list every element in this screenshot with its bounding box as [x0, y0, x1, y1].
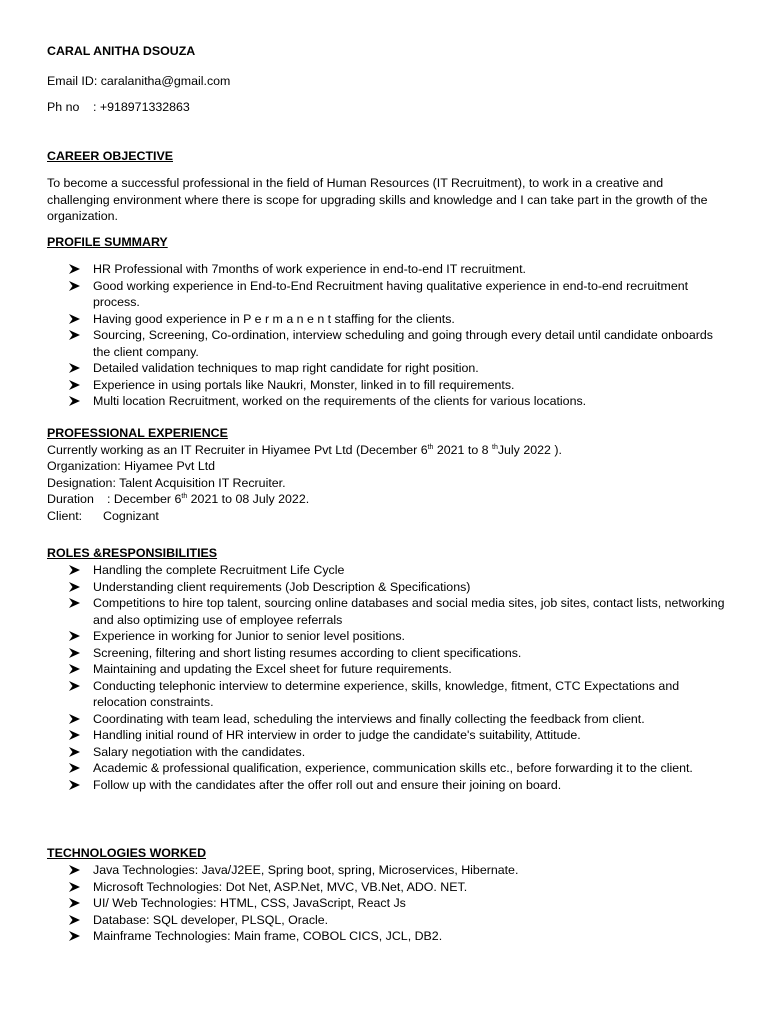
- list-item: Academic & professional qualification, experience, communication skills etc., before forwarding it to the client.: [47, 760, 727, 777]
- arrow-bullet-icon: [69, 744, 83, 760]
- career-objective-heading: CAREER OBJECTIVE: [47, 149, 173, 163]
- list-item: UI/ Web Technologies: HTML, CSS, JavaScript, React Js: [47, 895, 727, 912]
- list-item: Having good experience in P e r m a n e n t staffing for the clients.: [47, 311, 727, 328]
- phone-line: [47, 100, 190, 114]
- profile-summary-heading: PROFILE SUMMARY: [47, 235, 168, 249]
- arrow-bullet-icon: [69, 777, 83, 793]
- designation-line: Designation: Talent Acquisition IT Recruiter.: [47, 476, 286, 490]
- list-item: HR Professional with 7months of work experience in end-to-end IT recruitment.: [47, 261, 727, 278]
- roles-list: [47, 562, 727, 793]
- arrow-bullet-icon: [69, 895, 83, 911]
- arrow-bullet-icon: [69, 711, 83, 727]
- list-item: Detailed validation techniques to map right candidate for right position.: [47, 360, 727, 377]
- arrow-bullet-icon: [69, 377, 83, 393]
- list-item: Microsoft Technologies: Dot Net, ASP.Net, MVC, VB.Net, ADO. NET.: [47, 879, 727, 896]
- arrow-bullet-icon: [69, 628, 83, 644]
- arrow-bullet-icon: [69, 760, 83, 776]
- phone-label: Ph no: [47, 100, 80, 114]
- email-line: Email ID: caralanitha@gmail.com: [47, 74, 231, 88]
- list-item: Good working experience in End-to-End Recruitment having qualitative experience in end-to-end recruitment process.: [47, 278, 727, 311]
- arrow-bullet-icon: [69, 645, 83, 661]
- professional-experience-heading: PROFESSIONAL EXPERIENCE: [47, 426, 228, 440]
- arrow-bullet-icon: [69, 879, 83, 895]
- list-item: Understanding client requirements (Job Description & Specifications): [47, 579, 727, 596]
- list-item: Experience in using portals like Naukri, Monster, linked in to fill requirements.: [47, 377, 727, 394]
- arrow-bullet-icon: [69, 595, 83, 611]
- arrow-bullet-icon: [69, 393, 83, 409]
- arrow-bullet-icon: [69, 562, 83, 578]
- list-item: Follow up with the candidates after the offer roll out and ensure their joining on board.: [47, 777, 727, 794]
- arrow-bullet-icon: [69, 579, 83, 595]
- career-objective-text: To become a successful professional in the field of Human Resources (IT Recruitment), to work in a creative and challenging environment where there is scope for upgrading skills and knowledge and I can take part in the growth of the organization.: [47, 176, 708, 223]
- arrow-bullet-icon: [69, 327, 83, 343]
- list-item: Screening, filtering and short listing resumes according to client specifications.: [47, 645, 727, 662]
- arrow-bullet-icon: [69, 912, 83, 928]
- list-item: Multi location Recruitment, worked on the requirements of the clients for various locations.: [47, 393, 727, 410]
- arrow-bullet-icon: [69, 311, 83, 327]
- list-item: Handling initial round of HR interview in order to judge the candidate's suitability, Attitude.: [47, 727, 727, 744]
- list-item: Competitions to hire top talent, sourcing online databases and social media sites, job sites, contact lists, networking and also optimizing use of employee referrals: [47, 595, 727, 628]
- roles-heading: ROLES &RESPONSIBILITIES: [47, 546, 218, 560]
- duration-line: Duration : December 6th 2021 to 08 July 2022.: [47, 492, 310, 506]
- list-item: Coordinating with team lead, scheduling the interviews and finally collecting the feedback from client.: [47, 711, 727, 728]
- list-item: Mainframe Technologies: Main frame, COBOL CICS, JCL, DB2.: [47, 928, 727, 945]
- list-item: Handling the complete Recruitment Life Cycle: [47, 562, 727, 579]
- technologies-heading: TECHNOLOGIES WORKED: [47, 846, 207, 860]
- list-item: Conducting telephonic interview to determine experience, skills, knowledge, fitment, CTC Expectations and relocation constraints.: [47, 678, 727, 711]
- profile-summary-list: [47, 261, 727, 410]
- phone-value: : +918971332863: [93, 100, 190, 114]
- arrow-bullet-icon: [69, 678, 83, 694]
- client-line: Client: Cognizant: [47, 509, 159, 523]
- arrow-bullet-icon: [69, 661, 83, 677]
- candidate-name: CARAL ANITHA DSOUZA: [47, 44, 196, 58]
- organization-line: Organization: Hiyamee Pvt Ltd: [47, 459, 216, 473]
- current-employment-line: Currently working as an IT Recruiter in Hiyamee Pvt Ltd (December 6th 2021 to 8 $^{th}$July 2022 ).: [47, 443, 562, 457]
- list-item: Database: SQL developer, PLSQL, Oracle.: [47, 912, 727, 929]
- list-item: Sourcing, Screening, Co-ordination, interview scheduling and going through every detail until candidate onboards the client company.: [47, 327, 727, 360]
- arrow-bullet-icon: [69, 261, 83, 277]
- arrow-bullet-icon: [69, 862, 83, 878]
- arrow-bullet-icon: [69, 278, 83, 294]
- technologies-list: [47, 862, 727, 945]
- list-item: Java Technologies: Java/J2EE, Spring boot, spring, Microservices, Hibernate.: [47, 862, 727, 879]
- list-item: Salary negotiation with the candidates.: [47, 744, 727, 761]
- list-item: Maintaining and updating the Excel sheet for future requirements.: [47, 661, 727, 678]
- list-item: Experience in working for Junior to senior level positions.: [47, 628, 727, 645]
- arrow-bullet-icon: [69, 727, 83, 743]
- arrow-bullet-icon: [69, 928, 83, 944]
- arrow-bullet-icon: [69, 360, 83, 376]
